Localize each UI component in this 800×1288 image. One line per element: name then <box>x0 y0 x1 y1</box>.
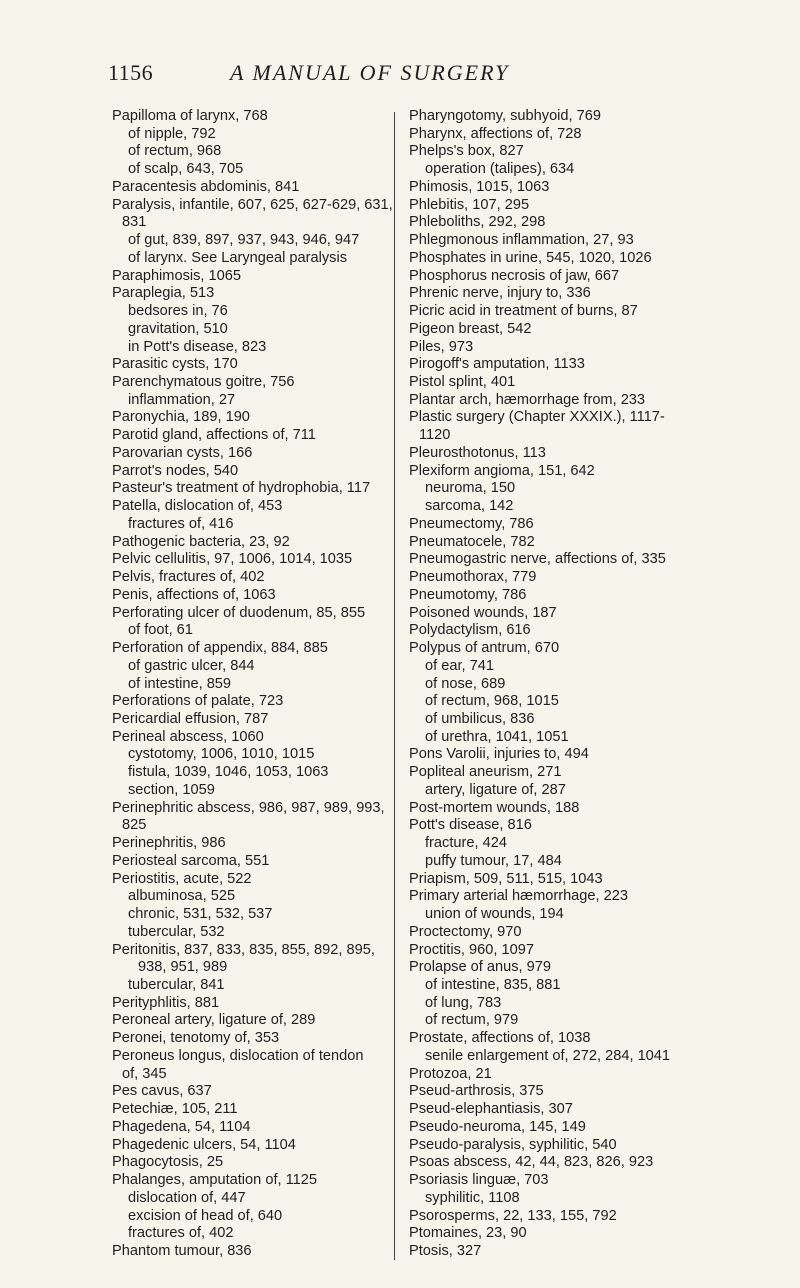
index-subentry: tubercular, 532 <box>128 923 225 940</box>
index-entry: Parasitic cysts, 170 <box>112 356 238 373</box>
index-entry: Pleurosthotonus, 113 <box>409 444 546 461</box>
index-subentry: of rectum, 968, 1015 <box>425 693 559 710</box>
index-subentry: of umbilicus, 836 <box>425 710 535 727</box>
index-entry: Phantom tumour, 836 <box>112 1243 252 1259</box>
index-subentry: of rectum, 968 <box>128 143 222 160</box>
index-entry: Penis, affections of, 1063 <box>112 586 276 603</box>
index-entry: Pneumogastric nerve, affections of, 335 <box>409 551 666 568</box>
index-subentry: gravitation, 510 <box>128 320 228 337</box>
index-entry: Pes cavus, 637 <box>112 1083 212 1100</box>
index-entry: Perforation of appendix, 884, 885 <box>112 640 328 657</box>
index-subentry: fistula, 1039, 1046, 1053, 1063 <box>128 764 329 781</box>
index-entry: Parotid gland, affections of, 711 <box>112 427 316 444</box>
index-subentry: syphilitic, 1108 <box>425 1189 520 1206</box>
index-entry: Polypus of antrum, 670 <box>409 640 560 657</box>
index-entry: Plastic surgery (Chapter XXXIX.), 1117- <box>409 409 665 426</box>
index-entry: Phosphorus necrosis of jaw, 667 <box>409 267 620 284</box>
index-subentry: artery, ligature of, 287 <box>425 781 566 798</box>
index-entry: Paracentesis abdominis, 841 <box>112 178 300 195</box>
index-entry: Paraphimosis, 1065 <box>112 267 241 284</box>
index-entry: Peroneal artery, ligature of, 289 <box>112 1012 316 1029</box>
index-subentry: of ear, 741 <box>425 657 494 674</box>
index-subentry: tubercular, 841 <box>128 976 225 993</box>
index-entry: Pelvic cellulitis, 97, 1006, 1014, 1035 <box>112 551 353 568</box>
index-entry: Paronychia, 189, 190 <box>112 409 250 426</box>
index-subentry: puffy tumour, 17, 484 <box>425 852 562 869</box>
index-entry: Phosphates in urine, 545, 1020, 1026 <box>409 249 652 266</box>
index-subentry: of intestine, 835, 881 <box>425 976 561 993</box>
running-title: A MANUAL OF SURGERY <box>230 60 510 85</box>
index-entry: Pigeon breast, 542 <box>409 320 532 337</box>
index-column-right <box>409 108 709 1261</box>
index-entry: Perityphlitis, 881 <box>112 994 220 1011</box>
index-entry: Polydactylism, 616 <box>409 622 531 639</box>
index-subentry: section, 1059 <box>128 781 215 798</box>
index-entry: Pseud-arthrosis, 375 <box>409 1083 544 1100</box>
index-entry: Phimosis, 1015, 1063 <box>409 178 550 195</box>
index-entry: Phrenic nerve, injury to, 336 <box>409 285 591 302</box>
index-entry: Parenchymatous goitre, 756 <box>112 374 295 391</box>
index-entry: Phagocytosis, 25 <box>112 1154 224 1171</box>
index-entry: Peroneus longus, dislocation of tendon <box>112 1047 364 1064</box>
index-subentry: chronic, 531, 532, 537 <box>128 906 273 923</box>
index-entry: Phlebitis, 107, 295 <box>409 196 530 213</box>
index-entry: Ptomaines, 23, 90 <box>409 1225 527 1242</box>
index-subentry: 825 <box>122 817 147 834</box>
index-entry: Perinephritis, 986 <box>112 835 226 852</box>
index-entry: Pasteur's treatment of hydrophobia, 117 <box>112 480 371 497</box>
index-entry: Petechiæ, 105, 211 <box>112 1101 238 1118</box>
index-entry: Pathogenic bacteria, 23, 92 <box>112 533 290 550</box>
index-entry: Peritonitis, 837, 833, 835, 855, 892, 895, <box>112 941 375 958</box>
index-entry: Phagedenic ulcers, 54, 1104 <box>112 1136 296 1153</box>
index-subentry: of nipple, 792 <box>128 125 216 142</box>
index-column-left <box>112 108 402 1261</box>
index-entry: Picric acid in treatment of burns, 87 <box>409 303 638 320</box>
index-entry: Phelps's box, 827 <box>409 143 524 160</box>
index-entry: Pneumothorax, 779 <box>409 569 537 586</box>
index-subentry: of larynx. See Laryngeal paralysis <box>128 249 348 266</box>
index-entry: Periosteal sarcoma, 551 <box>112 852 270 869</box>
index-entry: Prolapse of anus, 979 <box>409 959 551 976</box>
index-entry: Pseudo-neuroma, 145, 149 <box>409 1118 586 1135</box>
index-subentry: of urethra, 1041, 1051 <box>425 728 569 745</box>
index-subentry: 1120 <box>419 427 451 444</box>
index-subentry: fracture, 424 <box>425 835 507 852</box>
index-subentry: of gut, 839, 897, 937, 943, 946, 947 <box>128 232 360 249</box>
index-subentry: operation (talipes), 634 <box>425 161 575 178</box>
index-entry: Phagedena, 54, 1104 <box>112 1118 251 1135</box>
index-entry: Poisoned wounds, 187 <box>409 604 557 621</box>
index-entry: Perineal abscess, 1060 <box>112 728 264 745</box>
index-entry: Post-mortem wounds, 188 <box>409 799 580 816</box>
index-entry: Pneumatocele, 782 <box>409 533 535 550</box>
index-subentry: 831 <box>122 214 147 231</box>
index-entry: Phleboliths, 292, 298 <box>409 214 546 231</box>
index-subentry: inflammation, 27 <box>128 391 236 408</box>
index-entry: Plexiform angioma, 151, 642 <box>409 462 595 479</box>
index-entry: Psoriasis linguæ, 703 <box>409 1172 549 1189</box>
index-entry: Pneumectomy, 786 <box>409 515 534 532</box>
index-entry: Paraplegia, 513 <box>112 285 215 302</box>
index-entry: Perinephritic abscess, 986, 987, 989, 993, <box>112 799 385 816</box>
index-entry: Psorosperms, 22, 133, 155, 792 <box>409 1207 617 1224</box>
index-subentry: dislocation of, 447 <box>128 1189 246 1206</box>
index-subentry: sarcoma, 142 <box>425 498 514 515</box>
index-entry: Perforations of palate, 723 <box>112 693 284 710</box>
index-entry: Pseud-elephantiasis, 307 <box>409 1101 573 1118</box>
index-entry: Periostitis, acute, 522 <box>112 870 252 887</box>
index-subentry: 938, 951, 989 <box>138 959 228 976</box>
index-entry: Peronei, tenotomy of, 353 <box>112 1030 280 1047</box>
index-subentry: of, 345 <box>122 1065 167 1082</box>
index-subentry: neuroma, 150 <box>425 480 516 497</box>
index-subentry: fractures of, 416 <box>128 515 234 532</box>
index-subentry: of intestine, 859 <box>128 675 232 692</box>
index-entry: Pseudo-paralysis, syphilitic, 540 <box>409 1136 617 1153</box>
index-subentry: of lung, 783 <box>425 994 502 1011</box>
index-entry: Parovarian cysts, 166 <box>112 444 253 461</box>
index-entry: Plantar arch, hæmorrhage from, 233 <box>409 391 646 408</box>
index-subentry: of gastric ulcer, 844 <box>128 657 255 674</box>
index-subentry: bedsores in, 76 <box>128 303 228 320</box>
index-entry: Prostate, affections of, 1038 <box>409 1030 591 1047</box>
index-entry: Pelvis, fractures of, 402 <box>112 569 265 586</box>
index-entry: Pott's disease, 816 <box>409 817 532 834</box>
index-subentry: in Pott's disease, 823 <box>128 338 267 355</box>
index-entry: Psoas abscess, 42, 44, 823, 826, 923 <box>409 1154 654 1171</box>
page-number: 1156 <box>108 60 154 85</box>
index-entry: Patella, dislocation of, 453 <box>112 498 283 515</box>
index-entry: Priapism, 509, 511, 515, 1043 <box>409 870 603 887</box>
index-entry: Proctitis, 960, 1097 <box>409 941 534 958</box>
index-subentry: cystotomy, 1006, 1010, 1015 <box>128 746 315 763</box>
index-entry: Phalanges, amputation of, 1125 <box>112 1172 318 1189</box>
index-entry: Ptosis, 327 <box>409 1243 482 1259</box>
index-subentry: of nose, 689 <box>425 675 506 692</box>
index-subentry: senile enlargement of, 272, 284, 1041 <box>425 1047 671 1064</box>
index-entry: Pharynx, affections of, 728 <box>409 125 582 142</box>
index-entry: Pharyngotomy, subhyoid, 769 <box>409 108 601 124</box>
index-subentry: of foot, 61 <box>128 622 193 639</box>
index-entry: Perforating ulcer of duodenum, 85, 855 <box>112 604 366 621</box>
index-entry: Pistol splint, 401 <box>409 374 516 391</box>
index-entry: Parrot's nodes, 540 <box>112 462 239 479</box>
index-entry: Pneumotomy, 786 <box>409 586 527 603</box>
index-entry: Papilloma of larynx, 768 <box>112 108 268 124</box>
index-entry: Protozoa, 21 <box>409 1065 492 1082</box>
index-entry: Popliteal aneurism, 271 <box>409 764 562 781</box>
index-subentry: excision of head of, 640 <box>128 1207 283 1224</box>
index-entry: Proctectomy, 970 <box>409 923 522 940</box>
index-entry: Pirogoff's amputation, 1133 <box>409 356 585 373</box>
index-entry: Phlegmonous inflammation, 27, 93 <box>409 232 634 249</box>
index-subentry: of rectum, 979 <box>425 1012 519 1029</box>
index-entry: Pericardial effusion, 787 <box>112 710 269 727</box>
index-subentry: fractures of, 402 <box>128 1225 234 1242</box>
index-subentry: of scalp, 643, 705 <box>128 161 244 178</box>
index-entry: Primary arterial hæmorrhage, 223 <box>409 888 628 905</box>
index-entry: Pons Varolii, injuries to, 494 <box>409 746 589 763</box>
index-entry: Piles, 973 <box>409 338 474 355</box>
index-subentry: union of wounds, 194 <box>425 906 564 923</box>
column-divider <box>394 112 395 1260</box>
index-entry: Paralysis, infantile, 607, 625, 627-629, 631, <box>112 196 393 213</box>
index-subentry: albuminosa, 525 <box>128 888 236 905</box>
